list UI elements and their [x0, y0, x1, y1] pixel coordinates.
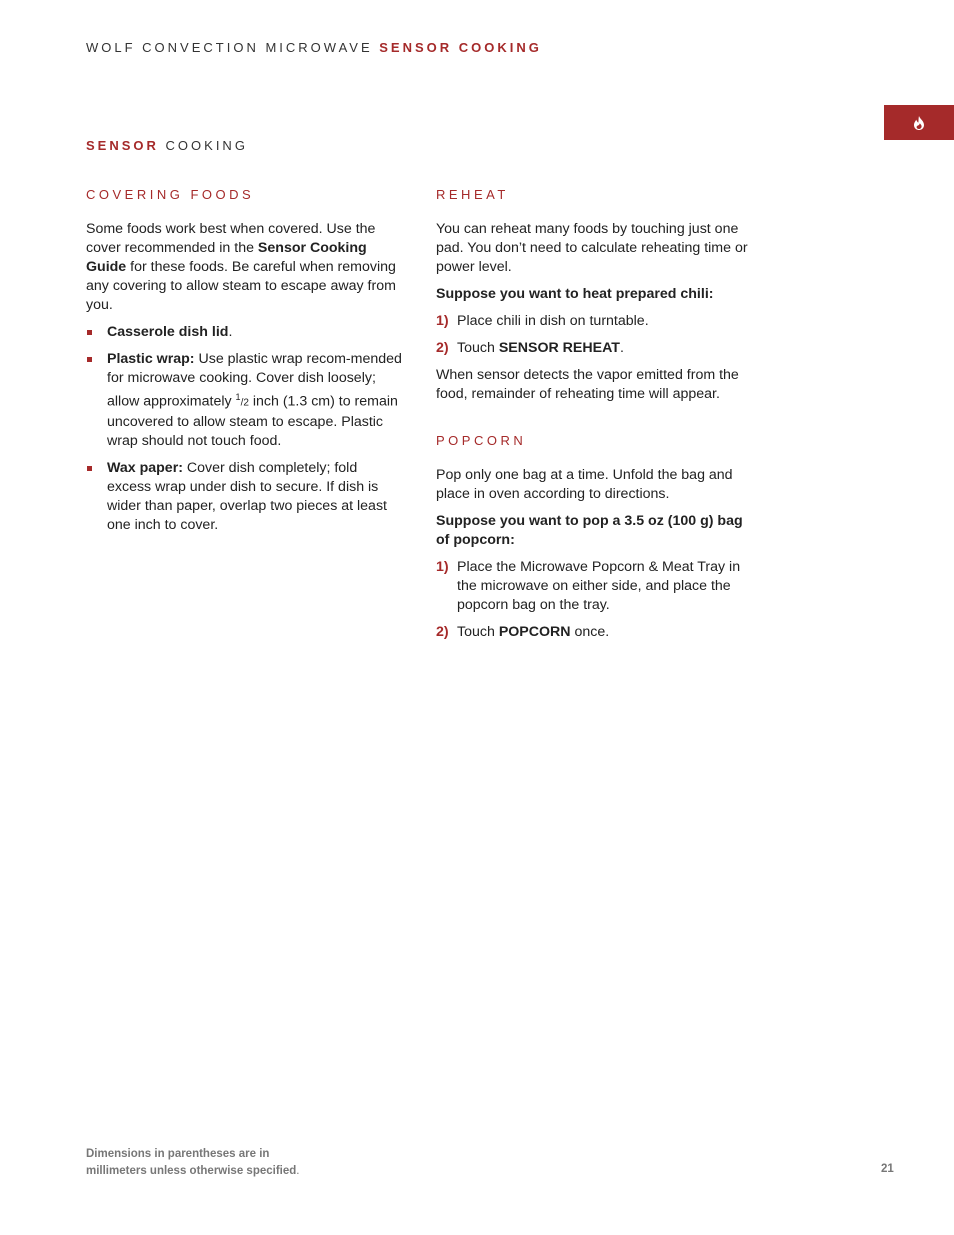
covering-foods-heading: COVERING FOODS — [86, 187, 255, 202]
popcorn-intro: Pop only one bag at a time. Unfold the bag and place in oven according to directions. — [436, 467, 733, 502]
header-product: WOLF CONVECTION MICROWAVE — [86, 40, 373, 55]
step-text: Touch — [457, 340, 499, 356]
footer-line-1: Dimensions in parentheses are in — [86, 1148, 270, 1160]
page-title-accent: SENSOR — [86, 138, 159, 153]
step-text-end: once. — [570, 624, 610, 640]
item-text: Cover dish completely; fold excess wrap under dish to secure. If dish is wider than paper, overlap two pieces at least one inch to cover. — [107, 459, 387, 533]
popcorn-suppose: Suppose you want to pop a 3.5 oz (100 g) bag of popcorn: — [436, 513, 743, 548]
step-number: 1) — [436, 313, 449, 329]
step-text: Place the Microwave Popcorn & Meat Tray in the microwave on either side, and place the popcorn bag on the tray. — [457, 559, 741, 613]
item-label: Plastic wrap: — [107, 351, 195, 367]
footer-line-2-text: millimeters unless otherwise specified — [86, 1165, 297, 1177]
step-number: 2) — [436, 340, 449, 356]
page-title-rest: COOKING — [165, 138, 248, 153]
right-column — [436, 186, 754, 650]
step-item — [436, 558, 754, 615]
step-key: SENSOR REHEAT — [498, 340, 620, 356]
item-label: Wax paper: — [107, 459, 183, 476]
step-text-end: . — [619, 340, 624, 356]
reheat-steps — [436, 312, 754, 358]
intro-text-2: for these foods. Be careful when removing any covering to allow steam to escape away from you. — [86, 259, 396, 313]
reheat-suppose: Suppose you want to heat prepared chili: — [436, 286, 714, 302]
intro-guide-ref: Sensor Cooking Guide — [86, 240, 367, 275]
item-text: . — [228, 324, 233, 340]
step-text: Place chili in dish on turntable. — [457, 313, 649, 329]
header-section: SENSOR COOKING — [379, 40, 542, 55]
step-item — [436, 339, 754, 358]
section-spacer — [436, 412, 754, 432]
popcorn-heading: POPCORN — [436, 433, 527, 448]
page-number: 21 — [881, 1163, 894, 1175]
step-key: POPCORN — [498, 624, 571, 640]
step-item — [436, 623, 754, 642]
running-header — [86, 40, 542, 55]
bullet-square-icon — [87, 330, 92, 335]
step-item — [436, 312, 754, 331]
footer-line-2 — [86, 1163, 299, 1180]
item-text-cont: inch (1.3 cm) to remain uncovered to allow steam to escape. Plastic wrap should not touch food. — [107, 393, 398, 449]
list-item — [86, 323, 404, 342]
reheat-intro: You can reheat many foods by touching just one pad. You don’t need to calculate reheating time or power level. — [436, 221, 748, 275]
step-number: 1) — [436, 559, 449, 575]
bullet-square-icon — [87, 466, 92, 471]
flame-icon — [913, 116, 925, 130]
item-text: Use plastic wrap recom-mended for microwave cooking. Cover dish loosely; allow approximately — [107, 351, 402, 410]
list-item — [86, 350, 404, 451]
item-label: Casserole dish lid — [107, 324, 229, 340]
footer-line-2-end: . — [296, 1165, 300, 1177]
page-title — [86, 138, 248, 153]
step-number: 2) — [436, 624, 449, 640]
popcorn-steps — [436, 558, 754, 642]
reheat-after: When sensor detects the vapor emitted from the food, remainder of reheating time will appear. — [436, 367, 739, 402]
reheat-heading: REHEAT — [436, 187, 509, 202]
list-item — [86, 459, 404, 535]
fraction-numerator: 1 — [235, 392, 241, 402]
footer-note — [86, 1146, 299, 1180]
intro-text-1: Some foods work best when covered. Use the cover recommended in the — [86, 221, 376, 256]
section-tab — [884, 105, 954, 140]
covering-foods-intro — [86, 220, 404, 315]
bullet-square-icon — [87, 357, 92, 362]
left-column — [86, 186, 404, 543]
step-text: Touch — [457, 624, 499, 640]
covering-list — [86, 323, 404, 535]
fraction-denominator: /2 — [240, 397, 249, 409]
